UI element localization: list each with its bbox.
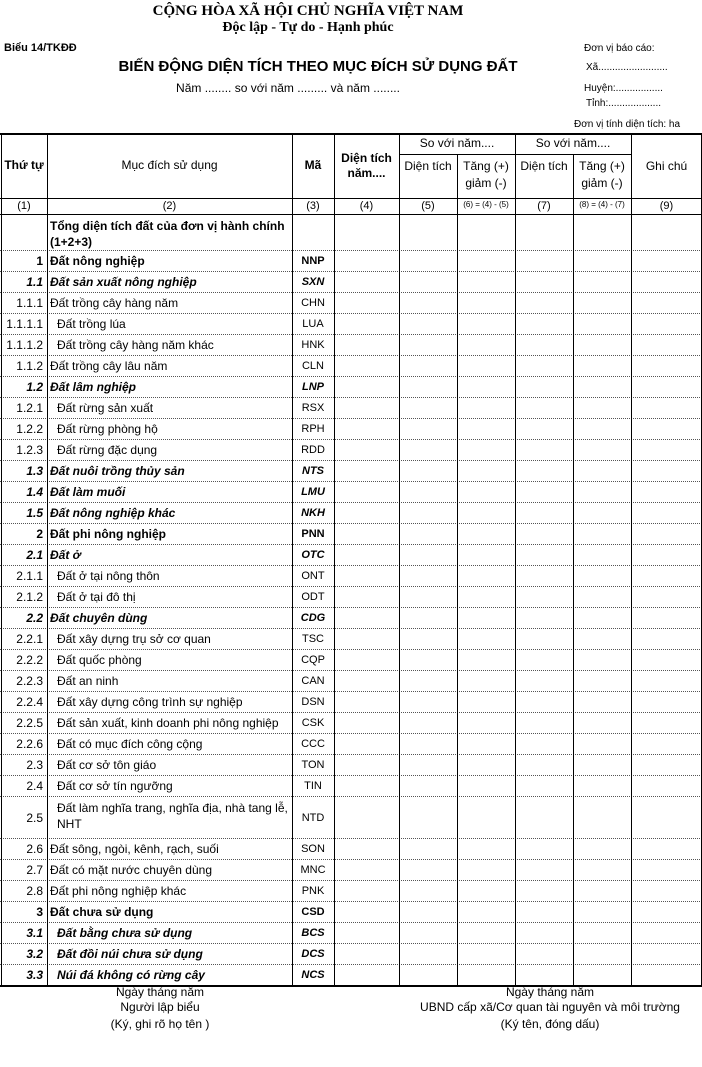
col-header-stt: Thứ tự — [4, 158, 44, 172]
row-code: PNK — [301, 885, 325, 897]
row-separator — [0, 712, 702, 713]
col-index-6: (6) = (4) - (5) — [463, 200, 509, 209]
row-separator — [0, 838, 702, 839]
row-purpose: Đất cơ sở tín ngưỡng — [57, 779, 173, 793]
row-stt: 1.1.2 — [16, 359, 43, 373]
row-purpose: Đất có mục đích công cộng — [57, 737, 203, 751]
row-separator — [0, 439, 702, 440]
commune-field: Xã......................... — [586, 62, 668, 73]
col-header-area: Diện tích — [341, 151, 392, 165]
row-purpose: Đất nông nghiệp khác — [50, 506, 176, 520]
row-stt: 2.8 — [26, 884, 43, 898]
nation-title: CỘNG HÒA XÃ HỘI CHỦ NGHĨA VIỆT NAM — [152, 3, 464, 19]
col-header-compare-1-change-2: giảm (-) — [465, 176, 507, 190]
row-stt: 2.2.3 — [16, 674, 43, 688]
row-code: SXN — [301, 276, 325, 288]
col-header-compare-1-area: Diện tích — [404, 159, 452, 173]
row-stt: 1.2.1 — [16, 401, 43, 415]
col-header-code: Mã — [304, 158, 322, 172]
row-separator — [0, 313, 702, 314]
preparer-date: Ngày tháng năm — [115, 985, 205, 999]
row-stt: 2.1 — [26, 548, 43, 562]
col-index-2: (2) — [162, 200, 177, 212]
row-separator — [0, 250, 702, 251]
col-header-compare-1-change: Tăng (+) — [463, 159, 509, 173]
col-header-compare-2-change: Tăng (+) — [579, 159, 625, 173]
row-separator — [0, 376, 702, 377]
reporting-unit-label: Đơn vị báo cáo: — [584, 43, 655, 54]
row-code: DSN — [301, 696, 325, 708]
row-purpose: Đất xây dựng trụ sở cơ quan — [57, 632, 211, 646]
row-separator — [0, 691, 702, 692]
col-header-area-year: năm.... — [347, 166, 386, 180]
row-code: MNC — [300, 864, 326, 876]
row-stt: 2.2 — [26, 611, 43, 625]
row-purpose: Đất có mặt nước chuyên dùng — [50, 863, 212, 877]
row-code: ODT — [301, 591, 325, 603]
row-separator — [0, 943, 702, 944]
row-code: PNN — [301, 528, 325, 540]
table-top-border — [0, 133, 702, 135]
row-code: LNP — [302, 381, 324, 393]
row-code: CDG — [300, 612, 326, 624]
row-separator — [0, 859, 702, 860]
row-purpose: Đất chưa sử dụng — [50, 905, 154, 919]
row-code: ONT — [301, 570, 325, 582]
row-purpose: Đất trồng cây lâu năm — [50, 359, 168, 373]
row-purpose: Đất nông nghiệp — [50, 254, 145, 268]
row-code: TSC — [302, 633, 324, 645]
col-header-compare-2-area: Diện tích — [520, 159, 568, 173]
row-separator — [0, 880, 702, 881]
row-stt: 2.2.6 — [16, 737, 43, 751]
row-separator — [0, 628, 702, 629]
row-stt: 1.3 — [26, 464, 43, 478]
row-separator — [0, 775, 702, 776]
row-stt: 2.2.5 — [16, 716, 43, 730]
row-separator — [0, 670, 702, 671]
row-purpose: Đất rừng phòng hộ — [57, 422, 158, 436]
row-purpose: Đất ở — [50, 548, 81, 562]
authority-date: Ngày tháng năm — [505, 985, 595, 999]
row-stt: 1.4 — [26, 485, 43, 499]
col-index-1: (1) — [17, 200, 31, 212]
row-purpose: Đất rừng sản xuất — [57, 401, 154, 415]
row-purpose: Đất bằng chưa sử dụng — [57, 926, 193, 940]
row-stt: 1.1.1.2 — [6, 338, 43, 352]
authority-sign-note: (Ký tên, đóng dấu) — [500, 1017, 600, 1031]
row-code: TIN — [304, 780, 322, 792]
row-code: NKH — [301, 507, 325, 519]
row-purpose: Đất trồng lúa — [57, 317, 126, 331]
row-separator — [0, 796, 702, 797]
row-purpose: Núi đá không có rừng cây — [57, 968, 205, 982]
row-purpose: Đất phi nông nghiệp khác — [50, 884, 187, 898]
preparer-role: Người lập biểu — [120, 1000, 200, 1014]
year-line: Năm ........ so với năm ......... và năm ........ — [176, 81, 400, 95]
row-separator — [0, 418, 702, 419]
row-purpose: Đất cơ sở tôn giáo — [57, 758, 157, 772]
row-stt: 2.5 — [26, 811, 43, 825]
index-bottom-line — [0, 214, 702, 215]
form-code: Biểu 14/TKĐĐ — [4, 42, 77, 54]
row-code: LMU — [301, 486, 325, 498]
row-separator — [0, 754, 702, 755]
row-code: CHN — [301, 297, 325, 309]
row-code: DCS — [301, 948, 325, 960]
area-unit-label: Đơn vị tính diện tích: ha — [574, 119, 681, 130]
header-bottom-line — [0, 198, 702, 199]
row-stt: 2.1.1 — [16, 569, 43, 583]
row-code: SON — [301, 843, 325, 855]
row-code: NTD — [301, 812, 325, 824]
row-code: RDD — [301, 444, 325, 456]
row-code: HNK — [301, 339, 325, 351]
row-code: NNP — [301, 255, 325, 267]
row-purpose: Đất nuôi trồng thủy sản — [50, 464, 185, 478]
row-purpose: Đất xây dựng công trình sự nghiệp — [57, 695, 243, 709]
col-header-purpose: Mục đích sử dụng — [121, 158, 218, 172]
column-divider — [47, 133, 48, 985]
col-index-3: (3) — [306, 200, 320, 212]
row-purpose: Đất quốc phòng — [57, 653, 142, 667]
row-purpose: Đất ở tại đô thị — [57, 590, 136, 604]
row-purpose: Đất làm nghĩa trang, nghĩa địa, nhà tang lễ, NHT — [57, 801, 288, 831]
row-stt: 1.2 — [26, 380, 43, 394]
row-stt: 3.2 — [26, 947, 43, 961]
motto: Độc lập - Tự do - Hạnh phúc — [222, 20, 394, 35]
row-separator — [0, 355, 702, 356]
row-purpose: Đất làm muối — [50, 485, 126, 499]
row-code: LUA — [302, 318, 324, 330]
row-stt: 1.1 — [26, 275, 43, 289]
row-separator — [0, 565, 702, 566]
row-stt: 1.5 — [26, 506, 43, 520]
col-header-note: Ghi chú — [645, 159, 688, 173]
row-stt: 2 — [36, 527, 43, 541]
row-purpose: Đất trồng cây hàng năm khác — [57, 338, 214, 352]
column-divider — [515, 133, 516, 985]
row-purpose: Đất an ninh — [57, 674, 119, 688]
row-separator — [0, 649, 702, 650]
row-stt: 2.2.4 — [16, 695, 43, 709]
row-purpose: Đất sản xuất nông nghiệp — [50, 275, 197, 289]
row-stt: 1.2.3 — [16, 443, 43, 457]
row-code: CQP — [301, 654, 325, 666]
row-code: BCS — [301, 927, 325, 939]
col-header-compare-2: So với năm.... — [535, 136, 611, 150]
row-stt: 3 — [36, 905, 43, 919]
row-separator — [0, 502, 702, 503]
row-code: RPH — [301, 423, 325, 435]
row-stt: 1.1.1 — [16, 296, 43, 310]
row-code: NTS — [302, 465, 324, 477]
row-separator — [0, 607, 702, 608]
row-code: OTC — [301, 549, 325, 561]
row-separator — [0, 733, 702, 734]
row-separator — [0, 334, 702, 335]
row-stt: 1.2.2 — [16, 422, 43, 436]
row-stt: 2.7 — [26, 863, 43, 877]
row-separator — [0, 460, 702, 461]
row-code: CLN — [301, 360, 324, 372]
col-header-compare-1: So với năm.... — [419, 136, 495, 150]
row-separator — [0, 544, 702, 545]
row-purpose: Đất sông, ngòi, kênh, rạch, suối — [50, 842, 219, 856]
row-stt: 1 — [36, 254, 43, 268]
row-separator — [0, 397, 702, 398]
column-divider — [573, 154, 574, 985]
column-divider — [399, 133, 400, 985]
row-separator — [0, 586, 702, 587]
row-purpose: Tổng diện tích đất của đơn vị hành chính (1+2+3) — [50, 219, 285, 249]
row-separator — [0, 481, 702, 482]
row-separator — [0, 271, 702, 272]
row-stt: 2.1.2 — [16, 590, 43, 604]
row-code: CSD — [301, 906, 325, 918]
row-purpose: Đất lâm nghiệp — [50, 380, 137, 394]
row-code: CAN — [301, 675, 325, 687]
row-stt: 2.6 — [26, 842, 43, 856]
col-index-4: (4) — [359, 200, 374, 212]
row-stt: 2.2.2 — [16, 653, 43, 667]
row-purpose: Đất chuyên dùng — [50, 611, 148, 625]
row-separator — [0, 292, 702, 293]
row-separator — [0, 922, 702, 923]
row-purpose: Đất đồi núi chưa sử dụng — [57, 947, 203, 961]
col-index-7: (7) — [537, 200, 551, 212]
row-separator — [0, 901, 702, 902]
province-field: Tỉnh:................... — [586, 98, 662, 109]
row-stt: 2.2.1 — [16, 632, 43, 646]
district-field: Huyện:................. — [584, 83, 663, 94]
row-stt: 3.1 — [26, 926, 43, 940]
preparer-sign-note: (Ký, ghi rõ họ tên ) — [110, 1017, 210, 1031]
column-divider — [631, 133, 632, 985]
row-code: RSX — [301, 402, 325, 414]
col-index-8: (8) = (4) - (7) — [579, 200, 625, 209]
row-purpose: Đất rừng đặc dụng — [57, 443, 158, 457]
row-separator — [0, 964, 702, 965]
row-purpose: Đất trồng cây hàng năm — [50, 296, 179, 310]
authority-role: UBND cấp xã/Cơ quan tài nguyên và môi trường — [420, 1000, 680, 1014]
row-code: NCS — [301, 969, 325, 981]
row-stt: 1.1.1.1 — [6, 317, 43, 331]
row-separator — [0, 523, 702, 524]
row-stt: 2.3 — [26, 758, 43, 772]
row-stt: 2.4 — [26, 779, 43, 793]
column-divider — [334, 133, 335, 985]
row-code: TON — [301, 759, 325, 771]
col-index-5: (5) — [421, 200, 435, 212]
row-stt: 3.3 — [26, 968, 43, 982]
col-index-9: (9) — [659, 200, 674, 212]
col-header-compare-2-change-2: giảm (-) — [581, 176, 623, 190]
row-purpose: Đất phi nông nghiệp — [50, 527, 166, 541]
row-purpose: Đất sản xuất, kinh doanh phi nông nghiệp — [57, 716, 279, 730]
row-purpose: Đất ở tại nông thôn — [57, 569, 160, 583]
row-code: CCC — [301, 738, 325, 750]
report-title: BIẾN ĐỘNG DIỆN TÍCH THEO MỤC ĐÍCH SỬ DỤNG ĐẤT — [118, 58, 518, 75]
column-divider — [457, 154, 458, 985]
row-code: CSK — [301, 717, 325, 729]
